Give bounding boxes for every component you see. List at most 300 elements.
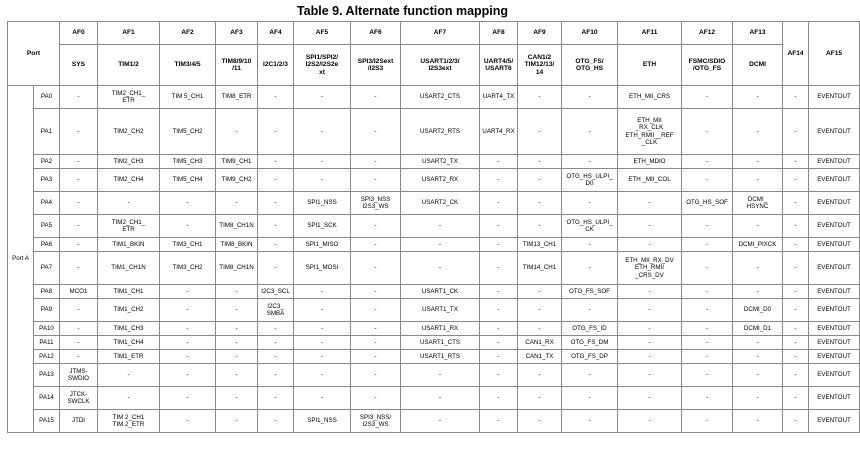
af-cell: - [294, 169, 351, 192]
af-cell: CAN1_RX [518, 336, 562, 350]
af-cell: - [783, 410, 809, 433]
table-row [8, 109, 860, 155]
af-cell: DCMI_PIXCK [733, 238, 783, 252]
af-cell: - [562, 238, 618, 252]
af-group-header: TIM8/9/10 /11 [216, 45, 258, 86]
af-cell: TIM1_ETR [98, 350, 160, 364]
table-row [8, 215, 860, 238]
af-cell: OTG_HS_SOF [682, 192, 733, 215]
af-cell: TIM1_BKIN [98, 238, 160, 252]
af-cell: - [783, 192, 809, 215]
af-cell: TIM2_CH4 [98, 169, 160, 192]
af-cell: EVENTOUT [809, 350, 860, 364]
af-cell: - [216, 350, 258, 364]
af-header: AF15 [809, 22, 860, 86]
af-group-header: CAN1/2 TIM12/13/ 14 [518, 45, 562, 86]
af-group-header: SPI3/I2Sext /I2S3 [351, 45, 401, 86]
af-cell: JTDI [60, 410, 98, 433]
af-cell: DCMI_D0 [733, 299, 783, 322]
af-cell: EVENTOUT [809, 336, 860, 350]
af-cell: - [98, 192, 160, 215]
af-cell: - [480, 252, 518, 285]
af-cell: - [351, 387, 401, 410]
af-cell: - [518, 322, 562, 336]
af-cell: - [682, 410, 733, 433]
af-cell: - [160, 336, 216, 350]
af-cell: - [562, 109, 618, 155]
af-cell: - [682, 215, 733, 238]
af-cell: TIM2_CH3 [98, 155, 160, 169]
table-row [8, 192, 860, 215]
af-cell: TIM8_CH1N [216, 252, 258, 285]
af-cell: - [258, 215, 294, 238]
af-cell: - [518, 86, 562, 109]
af-cell: EVENTOUT [809, 109, 860, 155]
af-cell: - [518, 299, 562, 322]
af-cell: UART4_TX [480, 86, 518, 109]
af-cell: EVENTOUT [809, 364, 860, 387]
af-cell: USART2_TX [401, 155, 480, 169]
af-cell: - [258, 364, 294, 387]
af-cell: - [733, 252, 783, 285]
af-group-header: DCMI [733, 45, 783, 86]
af-group-header: ETH [618, 45, 682, 86]
af-cell: SPI1_SCK [294, 215, 351, 238]
af-cell: - [618, 238, 682, 252]
af-cell: - [401, 238, 480, 252]
af-cell: - [682, 299, 733, 322]
af-cell: - [351, 364, 401, 387]
af-cell: TIM13_CH1 [518, 238, 562, 252]
af-cell: - [783, 155, 809, 169]
af-cell: - [60, 86, 98, 109]
af-cell: - [216, 322, 258, 336]
af-cell: - [216, 336, 258, 350]
af-cell: - [60, 350, 98, 364]
pin-name: PA10 [34, 322, 60, 336]
af-cell: - [682, 238, 733, 252]
af-cell: - [258, 387, 294, 410]
af-cell: - [480, 215, 518, 238]
af-cell: OTG_FS_DP [562, 350, 618, 364]
af-cell: - [518, 169, 562, 192]
af-cell: - [216, 364, 258, 387]
af-group-header: TIM1/2 [98, 45, 160, 86]
af-cell: - [294, 350, 351, 364]
af-cell: OTG_FS_ID [562, 322, 618, 336]
af-cell: TIM9_CH1 [216, 155, 258, 169]
table-row [8, 86, 860, 109]
af-cell: EVENTOUT [809, 169, 860, 192]
af-cell: EVENTOUT [809, 215, 860, 238]
af-cell: - [733, 350, 783, 364]
af-cell: - [783, 215, 809, 238]
af-cell: TIM2_CH1_ ETR [98, 86, 160, 109]
af-cell: - [60, 299, 98, 322]
af-cell: - [160, 299, 216, 322]
af-cell: USART1_TX [401, 299, 480, 322]
af-cell: - [480, 336, 518, 350]
af-cell: - [562, 387, 618, 410]
af-cell: - [480, 322, 518, 336]
af-cell: USART2_CTS [401, 86, 480, 109]
af-cell: - [618, 364, 682, 387]
port-name: Port A [8, 86, 34, 433]
af-cell: SPI1_MISO [294, 238, 351, 252]
af-cell: - [294, 109, 351, 155]
af-cell: OTG_FS_DM [562, 336, 618, 350]
pin-name: PA11 [34, 336, 60, 350]
af-header: AF10 [562, 22, 618, 45]
af-cell: TIM5_CH2 [160, 109, 216, 155]
af-cell: - [294, 336, 351, 350]
af-cell: - [160, 387, 216, 410]
af-cell: - [480, 192, 518, 215]
af-cell: USART1_RX [401, 322, 480, 336]
af-cell: - [258, 350, 294, 364]
af-cell: - [518, 364, 562, 387]
af-cell: - [351, 336, 401, 350]
af-cell: - [60, 215, 98, 238]
af-cell: - [618, 336, 682, 350]
af-cell: USART1_CTS [401, 336, 480, 350]
af-cell: - [682, 322, 733, 336]
af-cell: TIM14_CH1 [518, 252, 562, 285]
af-cell: OTG_HS_ULPI_ CK [562, 215, 618, 238]
af-cell: - [783, 252, 809, 285]
af-cell: - [783, 238, 809, 252]
af-cell: - [518, 109, 562, 155]
af-cell: - [60, 322, 98, 336]
af-cell: - [682, 387, 733, 410]
af-cell: - [480, 169, 518, 192]
pin-name: PA7 [34, 252, 60, 285]
pin-name: PA6 [34, 238, 60, 252]
table-title: Table 9. Alternate function mapping [296, 4, 509, 18]
af-cell: - [216, 109, 258, 155]
af-cell: - [258, 238, 294, 252]
af-cell: - [60, 155, 98, 169]
af-cell: - [562, 252, 618, 285]
af-group-header: SYS [60, 45, 98, 86]
af-header: AF12 [682, 22, 733, 45]
table-row [8, 285, 860, 299]
af-header: AF0 [60, 22, 98, 45]
table-row [8, 410, 860, 433]
af-cell: - [258, 192, 294, 215]
af-cell: USART2_RX [401, 169, 480, 192]
af-cell: EVENTOUT [809, 410, 860, 433]
af-cell: USART1_RTS [401, 350, 480, 364]
alternate-function-table [7, 21, 860, 433]
af-header: AF14 [783, 22, 809, 86]
af-cell: - [480, 299, 518, 322]
af-cell: - [480, 364, 518, 387]
af-cell: - [160, 350, 216, 364]
af-cell: - [618, 322, 682, 336]
af-cell: - [294, 364, 351, 387]
af-cell: UART4_RX [480, 109, 518, 155]
af-cell: - [682, 86, 733, 109]
af-cell: - [480, 285, 518, 299]
af-cell: - [682, 252, 733, 285]
af-cell: - [783, 299, 809, 322]
af-cell: - [60, 336, 98, 350]
af-group-header: FSMC/SDIO /OTG_FS [682, 45, 733, 86]
af-cell: - [562, 410, 618, 433]
af-cell: - [60, 169, 98, 192]
af-cell: TIM8_BKIN [216, 238, 258, 252]
af-header: AF7 [401, 22, 480, 45]
af-cell: - [783, 322, 809, 336]
af-cell: - [618, 387, 682, 410]
pin-name: PA14 [34, 387, 60, 410]
af-cell: - [783, 109, 809, 155]
af-cell: EVENTOUT [809, 238, 860, 252]
af-cell: OTG_FS_SOF [562, 285, 618, 299]
af-cell: - [733, 387, 783, 410]
af-cell: - [401, 252, 480, 285]
table-row [8, 322, 860, 336]
af-cell: - [733, 336, 783, 350]
af-cell: - [98, 364, 160, 387]
af-group-header: SPI1/SPI2/ I2S2/I2S2e xt [294, 45, 351, 86]
af-cell: ETH _MII_COL [618, 169, 682, 192]
af-cell: USART2_CK [401, 192, 480, 215]
af-cell: SPI1_NSS [294, 410, 351, 433]
af-cell: DCMI_ HSYNC [733, 192, 783, 215]
af-cell: - [682, 364, 733, 387]
af-cell: - [783, 387, 809, 410]
af-cell: - [351, 169, 401, 192]
af-cell: - [733, 169, 783, 192]
af-cell: - [783, 364, 809, 387]
af-cell: TIM1_CH3 [98, 322, 160, 336]
af-cell: - [160, 215, 216, 238]
af-cell: - [216, 192, 258, 215]
af-cell: - [216, 410, 258, 433]
af-cell: - [160, 364, 216, 387]
pin-name: PA4 [34, 192, 60, 215]
af-cell: - [98, 387, 160, 410]
af-header: AF6 [351, 22, 401, 45]
af-cell: TIM3_CH2 [160, 252, 216, 285]
af-cell: - [480, 155, 518, 169]
af-cell: - [733, 155, 783, 169]
af-cell: - [160, 192, 216, 215]
af-cell: TIM1_CH4 [98, 336, 160, 350]
af-cell: ETH_MDIO [618, 155, 682, 169]
af-cell: - [160, 285, 216, 299]
af-cell: - [401, 410, 480, 433]
af-cell: SPI3_NSS/ I2S3_WS [351, 410, 401, 433]
af-header: AF11 [618, 22, 682, 45]
pin-name: PA5 [34, 215, 60, 238]
af-cell: EVENTOUT [809, 192, 860, 215]
af-cell: - [294, 285, 351, 299]
af-cell: - [733, 109, 783, 155]
af-cell: SPI1_NSS [294, 192, 351, 215]
af-cell: - [733, 364, 783, 387]
af-group-header: I2C1/2/3 [258, 45, 294, 86]
af-cell: - [618, 410, 682, 433]
af-cell: I2C3_SCL [258, 285, 294, 299]
af-cell: - [60, 109, 98, 155]
af-cell: - [401, 364, 480, 387]
af-cell: - [258, 86, 294, 109]
table-row [8, 336, 860, 350]
af-cell: TIM1_CH1N [98, 252, 160, 285]
af-cell: EVENTOUT [809, 285, 860, 299]
af-cell: TIM5_CH4 [160, 169, 216, 192]
af-cell: - [216, 299, 258, 322]
af-cell: TIM1_CH2 [98, 299, 160, 322]
af-cell: - [351, 252, 401, 285]
af-cell: - [682, 350, 733, 364]
af-cell: EVENTOUT [809, 252, 860, 285]
pin-name: PA9 [34, 299, 60, 322]
af-cell: ETH_MII _RX_CLK ETH_RMII__REF _CLK [618, 109, 682, 155]
af-cell: - [216, 387, 258, 410]
af-group-header: UART4/5/ USART6 [480, 45, 518, 86]
table-body [8, 86, 860, 433]
table-row [8, 350, 860, 364]
af-cell: - [783, 350, 809, 364]
af-cell: - [682, 285, 733, 299]
af-cell: JTCK- SWCLK [60, 387, 98, 410]
af-header: AF3 [216, 22, 258, 45]
af-cell: - [618, 285, 682, 299]
af-cell: - [682, 336, 733, 350]
af-cell: USART1_CK [401, 285, 480, 299]
af-cell: - [783, 285, 809, 299]
af-cell: EVENTOUT [809, 155, 860, 169]
af-cell: CAN1_TX [518, 350, 562, 364]
af-header: AF2 [160, 22, 216, 45]
af-cell: TIM5_CH3 [160, 155, 216, 169]
af-cell: EVENTOUT [809, 322, 860, 336]
pin-name: PA3 [34, 169, 60, 192]
af-cell: - [518, 215, 562, 238]
af-cell: - [733, 215, 783, 238]
af-cell: - [480, 350, 518, 364]
af-cell: - [258, 109, 294, 155]
table-row [8, 364, 860, 387]
af-cell: - [160, 410, 216, 433]
header-row-groups [8, 45, 860, 86]
af-header: AF9 [518, 22, 562, 45]
af-header: AF4 [258, 22, 294, 45]
af-cell: - [258, 336, 294, 350]
af-cell: JTMS- SWDIO [60, 364, 98, 387]
af-cell: EVENTOUT [809, 387, 860, 410]
af-cell: - [783, 336, 809, 350]
af-cell: OTG_HS_ULPI_ D0 [562, 169, 618, 192]
af-cell: TIM1_CH1 [98, 285, 160, 299]
af-cell: - [480, 410, 518, 433]
af-cell: ETH_MII_CRS [618, 86, 682, 109]
af-cell: - [216, 285, 258, 299]
af-cell: - [618, 192, 682, 215]
af-cell: - [401, 387, 480, 410]
af-cell: DCMI_D1 [733, 322, 783, 336]
af-cell: - [351, 285, 401, 299]
af-cell: - [258, 252, 294, 285]
af-group-header: TIM3/4/5 [160, 45, 216, 86]
af-header: AF5 [294, 22, 351, 45]
af-cell: - [351, 215, 401, 238]
af-cell: - [518, 192, 562, 215]
af-cell: - [60, 252, 98, 285]
af-cell: TIM 5_CH1 [160, 86, 216, 109]
af-cell: - [682, 155, 733, 169]
pin-name: PA12 [34, 350, 60, 364]
af-cell: - [294, 299, 351, 322]
af-cell: SPI3_NSS I2S3_WS [351, 192, 401, 215]
af-cell: - [518, 387, 562, 410]
header-row-af [8, 22, 860, 45]
af-cell: - [60, 192, 98, 215]
af-cell: TIM9_CH2 [216, 169, 258, 192]
af-cell: - [682, 169, 733, 192]
af-cell: - [562, 192, 618, 215]
af-cell: - [258, 155, 294, 169]
af-cell: - [258, 322, 294, 336]
af-cell: TIM3_CH1 [160, 238, 216, 252]
af-cell: - [682, 109, 733, 155]
af-cell: - [562, 155, 618, 169]
af-cell: - [562, 299, 618, 322]
af-cell: EVENTOUT [809, 299, 860, 322]
af-cell: - [294, 322, 351, 336]
pin-name: PA1 [34, 109, 60, 155]
af-cell: ETH_MII_RX_DV ETH_RMII _CRS_DV [618, 252, 682, 285]
table-row [8, 155, 860, 169]
pin-name: PA13 [34, 364, 60, 387]
af-cell: - [618, 215, 682, 238]
af-cell: - [783, 169, 809, 192]
af-cell: I2C3_ SMBA [258, 299, 294, 322]
af-cell: - [480, 238, 518, 252]
af-cell: TIM8_ETR [216, 86, 258, 109]
af-cell: - [351, 299, 401, 322]
af-cell: SPI1_MOSI [294, 252, 351, 285]
pin-name: PA8 [34, 285, 60, 299]
af-cell: - [783, 86, 809, 109]
pin-name: PA2 [34, 155, 60, 169]
af-cell: - [351, 322, 401, 336]
af-cell: - [258, 169, 294, 192]
af-cell: - [351, 155, 401, 169]
pin-name: PA15 [34, 410, 60, 433]
af-cell: - [351, 238, 401, 252]
af-cell: TIM2_CH2 [98, 109, 160, 155]
table-row [8, 252, 860, 285]
af-group-header: USART1/2/3/ I2S3ext [401, 45, 480, 86]
af-header: AF13 [733, 22, 783, 45]
table-row [8, 299, 860, 322]
table-row [8, 238, 860, 252]
af-cell: - [518, 410, 562, 433]
af-cell: USART2_RTS [401, 109, 480, 155]
af-cell: - [294, 155, 351, 169]
af-cell: - [733, 285, 783, 299]
af-cell: - [518, 155, 562, 169]
af-cell: TIM2_CH1_ ETR [98, 215, 160, 238]
af-cell: MCO1 [60, 285, 98, 299]
af-cell: - [60, 238, 98, 252]
af-cell: - [618, 350, 682, 364]
